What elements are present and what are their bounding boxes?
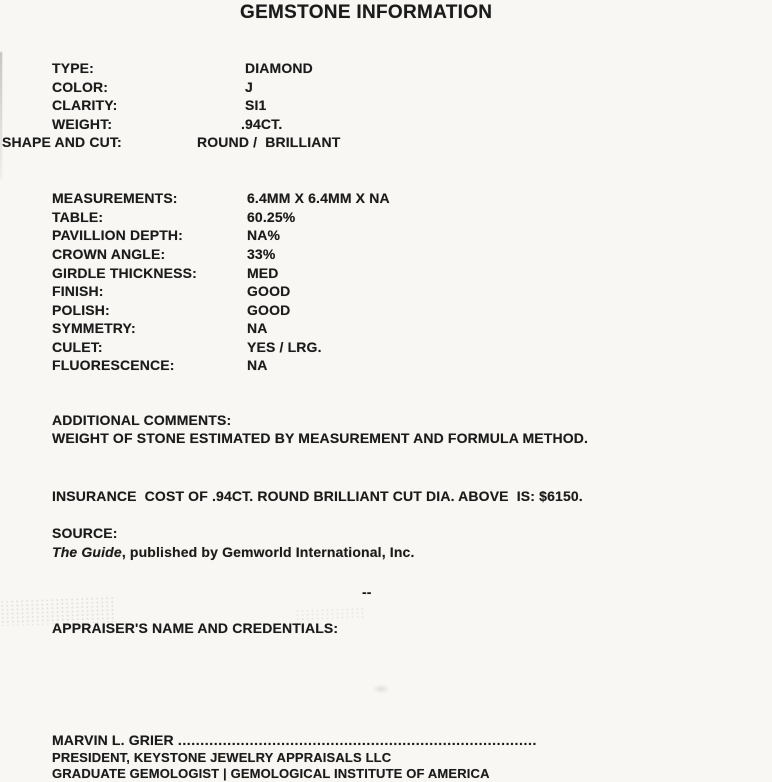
field-value-crown-angle: 33% xyxy=(247,246,276,262)
appraiser-title-line: PRESIDENT, KEYSTONE JEWELRY APPRAISALS LLC xyxy=(52,750,392,765)
field-label-crown-angle: CROWN ANGLE: xyxy=(52,246,166,262)
signature-dotted-line: ................................................................................ xyxy=(177,732,537,748)
field-value-clarity: SI1 xyxy=(245,97,267,113)
field-label-type: TYPE: xyxy=(52,60,94,76)
field-value-pavillion-depth: NA% xyxy=(247,227,281,243)
field-value-type: DIAMOND xyxy=(245,60,313,76)
field-label-culet: CULET: xyxy=(52,339,103,355)
comments-text: WEIGHT OF STONE ESTIMATED BY MEASUREMENT AND FORMULA METHOD. xyxy=(52,430,589,446)
separator-dashes: -- xyxy=(362,584,372,600)
source-publisher-text: , published by Gemworld International, Inc. xyxy=(121,544,415,560)
field-value-polish: GOOD xyxy=(247,302,291,318)
field-label-pavillion-depth: PAVILLION DEPTH: xyxy=(52,227,183,243)
scan-edge-streak xyxy=(0,52,2,180)
insurance-line: INSURANCE COST OF .94CT. ROUND BRILLIANT CUT DIA. ABOVE IS: $6150. xyxy=(52,488,583,504)
comments-heading: ADDITIONAL COMMENTS: xyxy=(52,412,232,428)
field-label-shape-and-cut: SHAPE AND CUT: xyxy=(2,134,122,150)
appraiser-signature-line xyxy=(52,732,537,748)
scan-speckle-patch xyxy=(295,607,365,622)
page-title: GEMSTONE INFORMATION xyxy=(240,2,493,23)
field-value-fluorescence: NA xyxy=(247,357,268,373)
field-value-shape-and-cut: ROUND / BRILLIANT xyxy=(197,134,341,150)
field-value-finish: GOOD xyxy=(247,283,291,299)
field-value-measurements: 6.4MM X 6.4MM X NA xyxy=(247,190,390,206)
field-label-measurements: MEASUREMENTS: xyxy=(52,190,178,206)
field-label-color: COLOR: xyxy=(52,79,109,95)
source-line xyxy=(52,544,415,560)
field-value-table: 60.25% xyxy=(247,209,296,225)
field-value-symmetry: NA xyxy=(247,320,268,336)
field-label-fluorescence: FLUORESCENCE: xyxy=(52,357,175,373)
field-label-clarity: CLARITY: xyxy=(52,97,118,113)
field-value-girdle-thickness: MED xyxy=(247,265,279,281)
field-label-girdle-thickness: GIRDLE THICKNESS: xyxy=(52,265,197,281)
source-publication-title: The Guide xyxy=(52,544,122,560)
scan-speckle-patch xyxy=(0,596,115,626)
field-value-color: J xyxy=(245,79,253,95)
field-label-table: TABLE: xyxy=(52,209,104,225)
field-label-symmetry: SYMMETRY: xyxy=(52,320,136,336)
source-heading: SOURCE: xyxy=(52,525,118,541)
appraiser-credentials-line: GRADUATE GEMOLOGIST | GEMOLOGICAL INSTITUTE OF AMERICA xyxy=(52,766,490,781)
appraiser-heading: APPRAISER'S NAME AND CREDENTIALS: xyxy=(52,620,339,636)
field-label-polish: POLISH: xyxy=(52,302,110,318)
appraiser-name: MARVIN L. GRIER xyxy=(52,732,174,748)
field-label-weight: WEIGHT: xyxy=(52,116,113,132)
field-value-weight: .94CT. xyxy=(241,116,283,132)
scan-smudge xyxy=(372,684,390,694)
field-label-finish: FINISH: xyxy=(52,283,104,299)
field-value-culet: YES / LRG. xyxy=(247,339,322,355)
